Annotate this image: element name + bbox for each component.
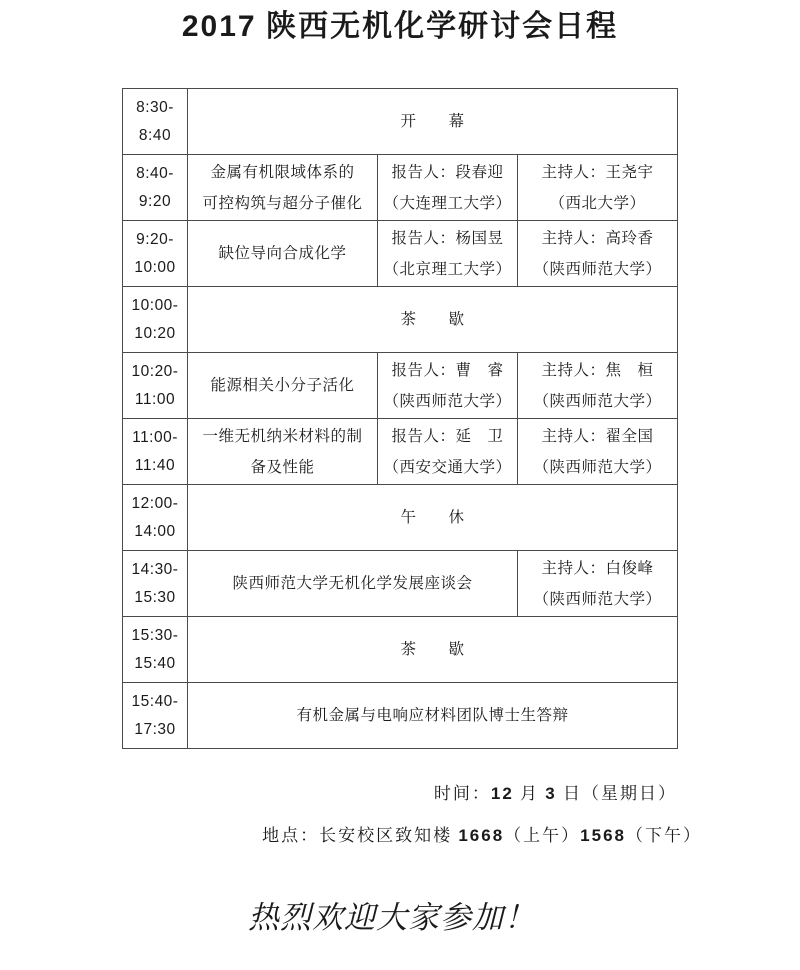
cell-line: （大连理工大学） (383, 194, 512, 212)
forum-cell (188, 551, 518, 617)
event-cell (188, 683, 678, 749)
cell-line: （北京理工大学） (383, 260, 512, 278)
schedule-row (123, 353, 678, 419)
topic-cell (188, 353, 378, 419)
schedule-table-body (123, 89, 678, 749)
time-text: 8:40- (136, 164, 174, 182)
time-text: 12:00- (131, 494, 179, 512)
time-text: 10:20 (134, 324, 176, 342)
time-text: 8:30- (136, 98, 174, 116)
cell-line: （西安交通大学） (383, 458, 512, 476)
cell-line: 报告人：曹 睿 (391, 361, 504, 379)
time-cell (123, 89, 188, 155)
cell-line: （西北大学） (549, 194, 646, 212)
schedule-row (123, 551, 678, 617)
cell-line: 金属有机限域体系的 (210, 163, 355, 181)
cell-line: 报告人：段春迎 (391, 163, 504, 181)
cell-line: 主持人：翟全国 (541, 427, 654, 445)
cell-line: 报告人：延 卫 (391, 427, 504, 445)
event-cell (188, 617, 678, 683)
time-text: 15:30- (131, 626, 179, 644)
cell-line: 报告人：杨国昱 (391, 229, 504, 247)
cell-line: 能源相关小分子活化 (210, 377, 355, 394)
event-cell (188, 485, 678, 551)
time-text: 8:40 (138, 126, 172, 144)
time-cell (123, 419, 188, 485)
time-text: 11:00 (134, 390, 176, 408)
cell-line: 一维无机纳米材料的制 (202, 427, 363, 445)
cell-line: 主持人：高玲香 (541, 229, 654, 247)
cell-line: 陕西师范大学无机化学发展座谈会 (232, 575, 473, 592)
time-cell (123, 617, 188, 683)
time-text: 11:00- (132, 428, 178, 446)
cell-line: （陕西师范大学） (383, 392, 512, 410)
cell-line: 缺位导向合成化学 (218, 245, 347, 262)
time-cell (123, 155, 188, 221)
cell-line: 午 休 (400, 509, 465, 526)
schedule-row (123, 287, 678, 353)
speaker-cell (378, 221, 518, 287)
speaker-cell (378, 155, 518, 221)
cell-line: 备及性能 (250, 458, 315, 476)
time-text: 14:30- (131, 560, 179, 578)
cell-line: 可控构筑与超分子催化 (202, 194, 363, 212)
cell-line: 开 幕 (400, 113, 465, 130)
time-cell (123, 353, 188, 419)
topic-cell (188, 221, 378, 287)
schedule-row (123, 485, 678, 551)
chair-cell (518, 419, 678, 485)
time-cell (123, 683, 188, 749)
chair-cell (518, 551, 678, 617)
chair-cell (518, 155, 678, 221)
cell-line: （陕西师范大学） (533, 590, 662, 608)
time-text: 11:40 (134, 456, 176, 474)
chair-cell (518, 221, 678, 287)
time-cell (123, 485, 188, 551)
page-title: 2017 陕西无机化学研讨会日程 (181, 10, 619, 43)
time-text: 17:30 (134, 720, 176, 738)
cell-line: （陕西师范大学） (533, 392, 662, 410)
cell-line: （陕西师范大学） (533, 458, 662, 476)
time-text: 9:20- (136, 230, 174, 248)
document-page (0, 8, 800, 970)
cell-line: 主持人：白俊峰 (541, 559, 654, 577)
cell-line: 主持人：焦 桓 (541, 361, 654, 379)
cell-line: 主持人：王尧宇 (541, 163, 654, 181)
topic-cell (188, 155, 378, 221)
cell-line: 有机金属与电响应材料团队博士生答辩 (296, 707, 569, 724)
time-text: 15:40 (134, 654, 176, 672)
event-cell (188, 287, 678, 353)
schedule-row (123, 419, 678, 485)
event-location-line: 地点：长安校区致知楼 1668（上午）1568（下午） (262, 826, 702, 845)
time-text: 15:40- (131, 692, 179, 710)
event-time-line: 时间：12 月 3 日（星期日） (433, 784, 677, 803)
cell-line: 茶 歇 (400, 311, 465, 328)
speaker-cell (378, 419, 518, 485)
topic-cell (188, 419, 378, 485)
welcome-message: 热烈欢迎大家参加！ (248, 900, 536, 935)
time-text: 10:00- (131, 296, 179, 314)
schedule-row (123, 683, 678, 749)
speaker-cell (378, 353, 518, 419)
time-cell (123, 221, 188, 287)
chair-cell (518, 353, 678, 419)
cell-line: 茶 歇 (400, 641, 465, 658)
schedule-row (123, 221, 678, 287)
time-text: 9:20 (138, 192, 172, 210)
time-text: 10:00 (134, 258, 176, 276)
time-cell (123, 287, 188, 353)
event-cell (188, 89, 678, 155)
schedule-row (123, 155, 678, 221)
schedule-row (123, 89, 678, 155)
schedule-table (122, 88, 678, 749)
schedule-row (123, 617, 678, 683)
time-text: 10:20- (131, 362, 179, 380)
time-cell (123, 551, 188, 617)
time-text: 15:30 (134, 588, 176, 606)
time-text: 14:00 (134, 522, 176, 540)
cell-line: （陕西师范大学） (533, 260, 662, 278)
